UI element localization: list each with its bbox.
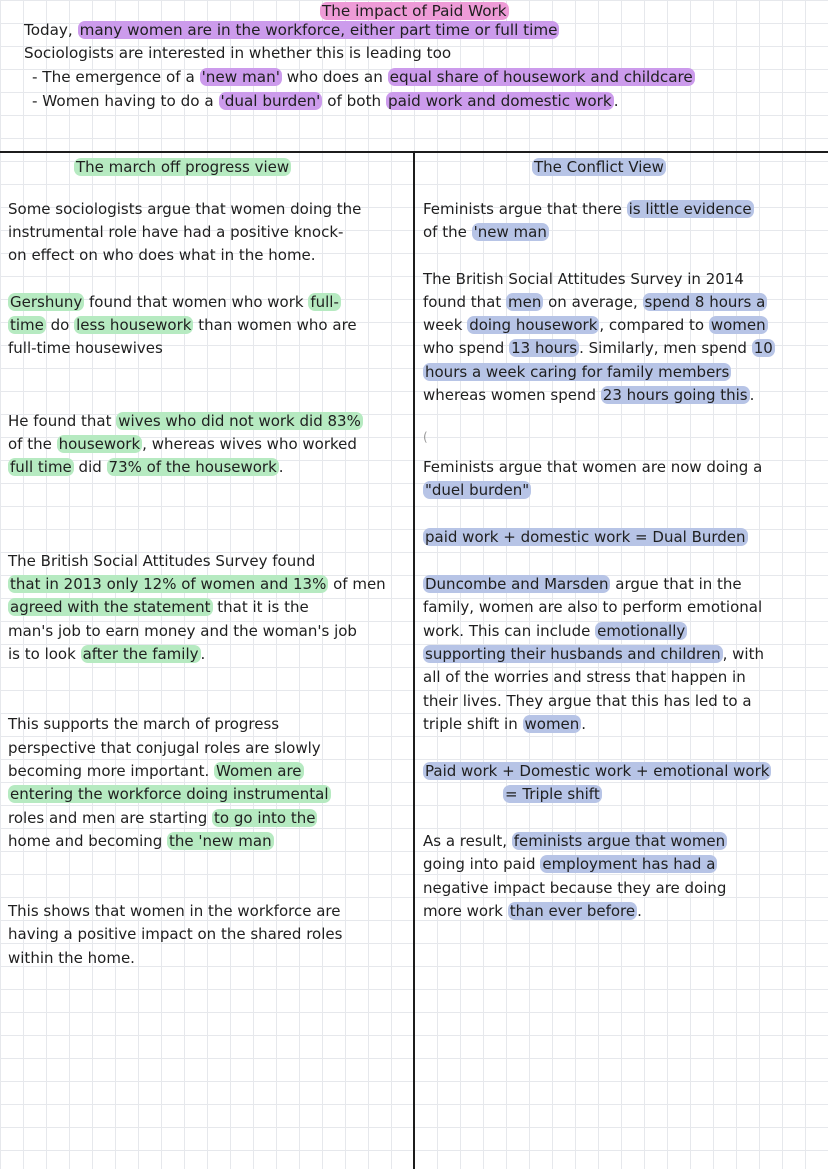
stray-pen-mark: ( (423, 430, 428, 444)
march-heading: The march off progress view (76, 158, 290, 176)
bullet-dual-burden: - Women having to do a 'dual burden' of both paid work and domestic work . (32, 92, 619, 110)
bullet-new-man: - The emergence of a 'new man' who does an equal share of housework and childcare (32, 68, 693, 86)
conflict-heading: The Conflict View (534, 158, 664, 176)
conflict-heading-line (532, 155, 666, 179)
intro-line-1: Today, many women are in the workforce, either part time or full time (24, 21, 558, 39)
dual-burden-equation: paid work + domestic work = Dual Burden (425, 528, 746, 546)
page-title: The impact of Paid Work (322, 2, 507, 20)
vertical-divider (413, 151, 415, 1169)
march-heading-line (74, 155, 291, 179)
intro-line-2: Sociologists are interested in whether this is leading too (24, 44, 452, 62)
